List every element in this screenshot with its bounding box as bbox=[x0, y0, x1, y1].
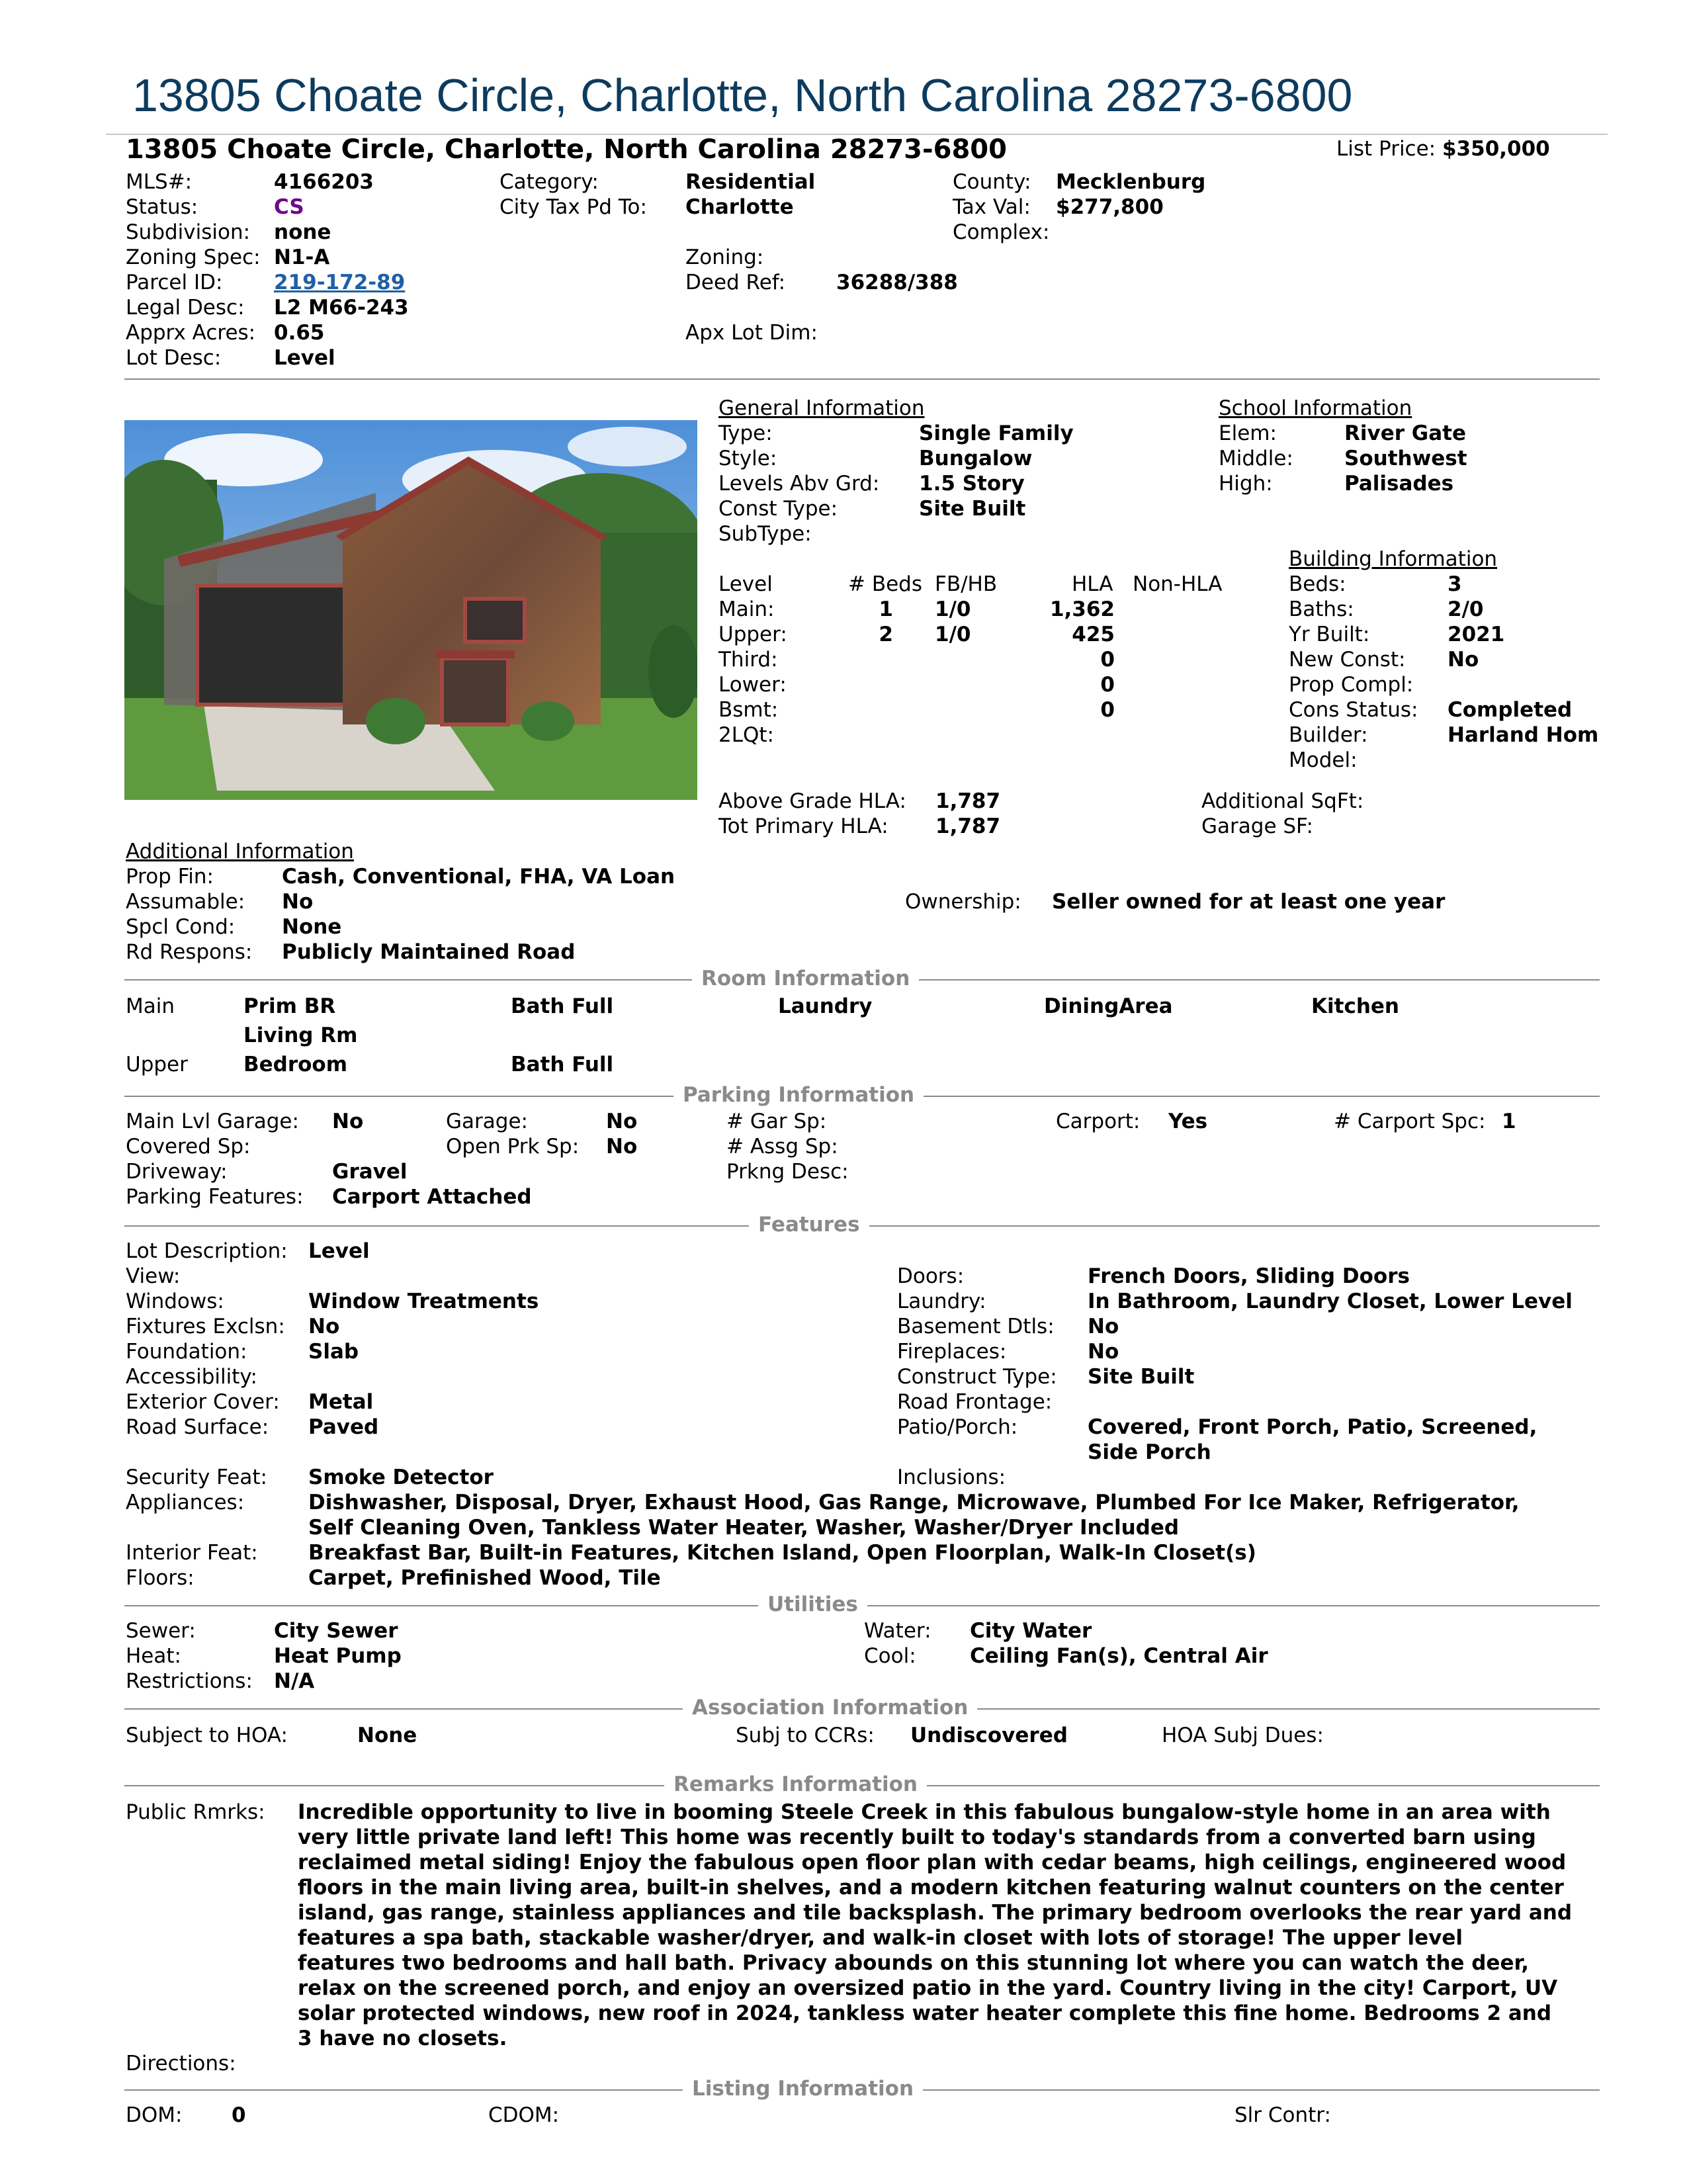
laundry-label: Laundry: bbox=[897, 1289, 986, 1313]
row-hla: 0 bbox=[1100, 698, 1115, 722]
row-hla: 425 bbox=[1072, 623, 1115, 646]
carport-spc-label: # Carport Spc: bbox=[1334, 1110, 1486, 1133]
remarks-line: Incredible opportunity to live in booming Steele Creek in this fabulous bungalow-style home in an area with bbox=[298, 1800, 1551, 1824]
assumable-value: No bbox=[282, 890, 314, 914]
remarks-line: features two bedrooms and hall bath. Privacy abounds on this stunning lot where you can watch the deer, bbox=[298, 1951, 1529, 1975]
above-grade-label: Above Grade HLA: bbox=[718, 789, 906, 813]
doors-label: Doors: bbox=[897, 1264, 965, 1288]
status-value: CS bbox=[274, 195, 304, 219]
above-grade-value: 1,787 bbox=[935, 789, 1001, 813]
tax-val-value: $277,800 bbox=[1056, 195, 1164, 219]
listing-heading: Listing Information bbox=[683, 2076, 923, 2101]
tot-primary-value: 1,787 bbox=[935, 814, 1001, 838]
new-const-label: New Const: bbox=[1289, 648, 1406, 672]
yr-built-label: Yr Built: bbox=[1289, 623, 1370, 646]
zoning-label: Zoning: bbox=[685, 245, 764, 269]
ccr-label: Subj to CCRs: bbox=[736, 1724, 875, 1747]
cool-label: Cool: bbox=[864, 1644, 916, 1668]
features-heading: Features bbox=[749, 1212, 869, 1237]
lot-description-label: Lot Description: bbox=[126, 1239, 288, 1263]
type-label: Type: bbox=[718, 421, 773, 445]
dom-label: DOM: bbox=[126, 2103, 183, 2127]
baths-label: Baths: bbox=[1289, 597, 1354, 621]
room-item: Bath Full bbox=[511, 1053, 614, 1076]
style-label: Style: bbox=[718, 447, 777, 470]
acres-value: 0.65 bbox=[274, 321, 325, 345]
covered-sp-label: Covered Sp: bbox=[126, 1135, 251, 1158]
fireplaces-value: No bbox=[1088, 1340, 1119, 1364]
accessibility-label: Accessibility: bbox=[126, 1365, 257, 1389]
carport-spc-value: 1 bbox=[1502, 1110, 1516, 1133]
zoning-spec-label: Zoning Spec: bbox=[126, 245, 261, 269]
foundation-value: Slab bbox=[308, 1340, 359, 1364]
remarks-line: solar protected windows, new roof in 2024, tankless water heater complete this fine home. Bedrooms 2 and bbox=[298, 2001, 1552, 2025]
mls-label: MLS#: bbox=[126, 170, 193, 194]
add-sqft-label: Additional SqFt: bbox=[1201, 789, 1364, 813]
elem-label: Elem: bbox=[1219, 421, 1277, 445]
patio-value-cont: Side Porch bbox=[1088, 1440, 1211, 1464]
acres-label: Apprx Acres: bbox=[126, 321, 256, 345]
lot-dim-label: Apx Lot Dim: bbox=[685, 321, 818, 345]
restrictions-label: Restrictions: bbox=[126, 1669, 253, 1693]
fireplaces-label: Fireplaces: bbox=[897, 1340, 1007, 1364]
const-type-value: Site Built bbox=[919, 497, 1026, 521]
summary-divider bbox=[124, 378, 1600, 380]
sewer-label: Sewer: bbox=[126, 1619, 196, 1643]
category-value: Residential bbox=[685, 170, 816, 194]
type-value: Single Family bbox=[919, 421, 1074, 445]
subtype-label: SubType: bbox=[718, 522, 812, 546]
county-value: Mecklenburg bbox=[1056, 170, 1206, 194]
status-label: Status: bbox=[126, 195, 198, 219]
deed-ref-label: Deed Ref: bbox=[685, 271, 786, 294]
remarks-line: relax on the screened porch, and enjoy an oversized patio in the yard. Country living in the city! Carport, UV bbox=[298, 1976, 1558, 2000]
dom-value: 0 bbox=[232, 2103, 246, 2127]
ownership-value: Seller owned for at least one year bbox=[1052, 890, 1446, 914]
heat-value: Heat Pump bbox=[274, 1644, 402, 1668]
remarks-line: floors in the main living area, built-in shelves, and a modern kitchen featuring walnut counters on the center bbox=[298, 1876, 1564, 1900]
room-item: Kitchen bbox=[1311, 994, 1400, 1018]
lot-desc-value: Level bbox=[274, 346, 335, 370]
hoa-dues-label: HOA Subj Dues: bbox=[1162, 1724, 1324, 1747]
lot-desc-label: Lot Desc: bbox=[126, 346, 222, 370]
rooms-main-label: Main bbox=[126, 994, 175, 1018]
construct-type-value: Site Built bbox=[1088, 1365, 1195, 1389]
rd-respons-value: Publicly Maintained Road bbox=[282, 940, 576, 964]
main-lvl-garage-value: No bbox=[332, 1110, 364, 1133]
fixtures-value: No bbox=[308, 1315, 340, 1338]
garage-label: Garage: bbox=[446, 1110, 528, 1133]
row-level: Upper: bbox=[718, 623, 787, 646]
windows-label: Windows: bbox=[126, 1289, 224, 1313]
subdivision-label: Subdivision: bbox=[126, 220, 251, 244]
zoning-spec-value: N1-A bbox=[274, 245, 330, 269]
row-level: Lower: bbox=[718, 673, 787, 697]
remarks-line: reclaimed metal siding! Enjoy the fabulous open floor plan with cedar beams, high ceilings, engineered wood bbox=[298, 1851, 1567, 1874]
mls-value: 4166203 bbox=[274, 170, 374, 194]
rooms-heading: Room Information bbox=[692, 966, 919, 991]
building-info-heading: Building Information bbox=[1289, 547, 1498, 571]
ccr-value: Undiscovered bbox=[910, 1724, 1068, 1747]
style-value: Bungalow bbox=[919, 447, 1033, 470]
col-level-header: Level bbox=[718, 572, 773, 596]
directions-label: Directions: bbox=[126, 2052, 236, 2075]
carport-label: Carport: bbox=[1056, 1110, 1141, 1133]
spcl-cond-label: Spcl Cond: bbox=[126, 915, 236, 939]
row-beds: 2 bbox=[879, 623, 893, 646]
complex-label: Complex: bbox=[953, 220, 1050, 244]
doors-value: French Doors, Sliding Doors bbox=[1088, 1264, 1410, 1288]
road-frontage-label: Road Frontage: bbox=[897, 1390, 1053, 1414]
parking-heading: Parking Information bbox=[673, 1082, 924, 1108]
road-surface-value: Paved bbox=[308, 1415, 379, 1439]
restrictions-value: N/A bbox=[274, 1669, 315, 1693]
row-beds: 1 bbox=[879, 597, 893, 621]
listing-address: 13805 Choate Circle, Charlotte, North Carolina 28273-6800 bbox=[126, 134, 1007, 165]
fixtures-label: Fixtures Exclsn: bbox=[126, 1315, 285, 1338]
row-level: 2LQt: bbox=[718, 723, 774, 747]
additional-info-heading: Additional Information bbox=[126, 840, 354, 863]
school-info-heading: School Information bbox=[1219, 396, 1412, 420]
prop-compl-label: Prop Compl: bbox=[1289, 673, 1414, 697]
assg-sp-label: # Assg Sp: bbox=[726, 1135, 838, 1158]
open-prk-value: No bbox=[606, 1135, 638, 1158]
room-item: Bath Full bbox=[511, 994, 614, 1018]
remarks-line: very little private land left! This home was recently built to today's standards from a converted barn using bbox=[298, 1825, 1536, 1849]
ownership-label: Ownership: bbox=[905, 890, 1021, 914]
tot-primary-label: Tot Primary HLA: bbox=[718, 814, 888, 838]
beds-value: 3 bbox=[1448, 572, 1462, 596]
cons-status-label: Cons Status: bbox=[1289, 698, 1418, 722]
subdivision-value: none bbox=[274, 220, 331, 244]
remarks-line: island, gas range, stainless appliances and tile backsplash. The primary bedroom overlooks the rear yard and bbox=[298, 1901, 1573, 1925]
house-photo-illustration bbox=[124, 420, 697, 800]
model-label: Model: bbox=[1289, 748, 1358, 772]
hoa-label: Subject to HOA: bbox=[126, 1724, 288, 1747]
list-price-value: $350,000 bbox=[1442, 137, 1550, 161]
room-item: Prim BR bbox=[243, 994, 336, 1018]
rooms-upper-label: Upper bbox=[126, 1053, 188, 1076]
laundry-value: In Bathroom, Laundry Closet, Lower Level bbox=[1088, 1289, 1573, 1313]
prop-fin-value: Cash, Conventional, FHA, VA Loan bbox=[282, 865, 675, 889]
builder-label: Builder: bbox=[1289, 723, 1368, 747]
city-tax-value: Charlotte bbox=[685, 195, 794, 219]
list-price-label: List Price: bbox=[1336, 137, 1436, 161]
remarks-line: 3 have no closets. bbox=[298, 2027, 507, 2050]
row-level: Third: bbox=[718, 648, 778, 672]
security-value: Smoke Detector bbox=[308, 1465, 494, 1489]
row-level: Main: bbox=[718, 597, 775, 621]
open-prk-label: Open Prk Sp: bbox=[446, 1135, 580, 1158]
remarks-heading: Remarks Information bbox=[664, 1772, 927, 1797]
col-fbhb-header: FB/HB bbox=[935, 572, 998, 596]
prop-fin-label: Prop Fin: bbox=[126, 865, 214, 889]
remarks-line: features a spa bath, stackable washer/dryer, and walk-in closet with lots of storage! The upper level bbox=[298, 1926, 1463, 1950]
col-beds-header: # Beds bbox=[848, 572, 922, 596]
list-price bbox=[1336, 136, 1550, 161]
county-label: County: bbox=[953, 170, 1031, 194]
parking-features-value: Carport Attached bbox=[332, 1185, 532, 1209]
lot-description-value: Level bbox=[308, 1239, 370, 1263]
water-label: Water: bbox=[864, 1619, 931, 1643]
row-hla: 1,362 bbox=[1049, 597, 1115, 621]
driveway-label: Driveway: bbox=[126, 1160, 228, 1184]
garage-sf-label: Garage SF: bbox=[1201, 814, 1313, 838]
windows-value: Window Treatments bbox=[308, 1289, 539, 1313]
appliances-label: Appliances: bbox=[126, 1491, 245, 1514]
middle-value: Southwest bbox=[1344, 447, 1467, 470]
water-value: City Water bbox=[970, 1619, 1092, 1643]
room-item: DiningArea bbox=[1044, 994, 1173, 1018]
yr-built-value: 2021 bbox=[1448, 623, 1505, 646]
col-nonhla-header: Non-HLA bbox=[1133, 572, 1223, 596]
row-hla: 0 bbox=[1100, 673, 1115, 697]
legal-desc-label: Legal Desc: bbox=[126, 296, 245, 320]
floors-label: Floors: bbox=[126, 1566, 195, 1590]
beds-label: Beds: bbox=[1289, 572, 1346, 596]
interior-label: Interior Feat: bbox=[126, 1541, 258, 1565]
city-tax-label: City Tax Pd To: bbox=[499, 195, 647, 219]
public-remarks-label: Public Rmrks: bbox=[126, 1800, 265, 1824]
elem-value: River Gate bbox=[1344, 421, 1467, 445]
parking-features-label: Parking Features: bbox=[126, 1185, 304, 1209]
page-title: 13805 Choate Circle, Charlotte, North Carolina 28273-6800 bbox=[132, 69, 1353, 121]
col-hla-header: HLA bbox=[1072, 572, 1113, 596]
category-label: Category: bbox=[499, 170, 599, 194]
prkng-desc-label: Prkng Desc: bbox=[726, 1160, 849, 1184]
legal-desc-value: L2 M66-243 bbox=[274, 296, 409, 320]
baths-value: 2/0 bbox=[1448, 597, 1484, 621]
sewer-value: City Sewer bbox=[274, 1619, 398, 1643]
middle-label: Middle: bbox=[1219, 447, 1293, 470]
deed-ref-value: 36288/388 bbox=[836, 271, 958, 294]
main-lvl-garage-label: Main Lvl Garage: bbox=[126, 1110, 299, 1133]
exterior-cover-value: Metal bbox=[308, 1390, 374, 1414]
high-label: High: bbox=[1219, 472, 1273, 496]
basement-value: No bbox=[1088, 1315, 1119, 1338]
new-const-value: No bbox=[1448, 648, 1479, 672]
basement-label: Basement Dtls: bbox=[897, 1315, 1055, 1338]
foundation-label: Foundation: bbox=[126, 1340, 247, 1364]
property-photo bbox=[124, 420, 697, 800]
row-hla: 0 bbox=[1100, 648, 1115, 672]
appliances-value-cont: Self Cleaning Oven, Tankless Water Heater, Washer, Washer/Dryer Included bbox=[308, 1516, 1180, 1540]
view-label: View: bbox=[126, 1264, 181, 1288]
tax-val-label: Tax Val: bbox=[953, 195, 1031, 219]
gar-sp-label: # Gar Sp: bbox=[726, 1110, 827, 1133]
patio-label: Patio/Porch: bbox=[897, 1415, 1018, 1439]
carport-value: Yes bbox=[1168, 1110, 1208, 1133]
high-value: Palisades bbox=[1344, 472, 1454, 496]
row-level: Bsmt: bbox=[718, 698, 779, 722]
levels-value: 1.5 Story bbox=[919, 472, 1025, 496]
road-surface-label: Road Surface: bbox=[126, 1415, 269, 1439]
cdom-label: CDOM: bbox=[488, 2103, 560, 2127]
spcl-cond-value: None bbox=[282, 915, 342, 939]
security-label: Security Feat: bbox=[126, 1465, 267, 1489]
garage-value: No bbox=[606, 1110, 638, 1133]
floors-value: Carpet, Prefinished Wood, Tile bbox=[308, 1566, 661, 1590]
rd-respons-label: Rd Respons: bbox=[126, 940, 253, 964]
utilities-heading: Utilities bbox=[758, 1592, 867, 1617]
parcel-label: Parcel ID: bbox=[126, 271, 223, 294]
slr-contr-label: Slr Contr: bbox=[1234, 2103, 1331, 2127]
interior-value: Breakfast Bar, Built-in Features, Kitchen Island, Open Floorplan, Walk-In Closet(s) bbox=[308, 1541, 1256, 1565]
cons-status-value: Completed bbox=[1448, 698, 1573, 722]
construct-type-label: Construct Type: bbox=[897, 1365, 1057, 1389]
assumable-label: Assumable: bbox=[126, 890, 245, 914]
cool-value: Ceiling Fan(s), Central Air bbox=[970, 1644, 1268, 1668]
builder-value: Harland Hom bbox=[1448, 723, 1599, 747]
general-info-heading: General Information bbox=[718, 396, 925, 420]
const-type-label: Const Type: bbox=[718, 497, 838, 521]
patio-value: Covered, Front Porch, Patio, Screened, bbox=[1088, 1415, 1537, 1439]
appliances-value: Dishwasher, Disposal, Dryer, Exhaust Hood, Gas Range, Microwave, Plumbed For Ice Maker, Refrigerator, bbox=[308, 1491, 1520, 1514]
room-item: Bedroom bbox=[243, 1053, 348, 1076]
association-heading: Association Information bbox=[683, 1695, 977, 1720]
exterior-cover-label: Exterior Cover: bbox=[126, 1390, 280, 1414]
levels-label: Levels Abv Grd: bbox=[718, 472, 880, 496]
parcel-id-link[interactable]: 219-172-89 bbox=[274, 271, 406, 294]
room-item: Living Rm bbox=[243, 1024, 358, 1047]
row-fbhb: 1/0 bbox=[935, 623, 971, 646]
row-fbhb: 1/0 bbox=[935, 597, 971, 621]
hoa-value: None bbox=[357, 1724, 417, 1747]
room-item: Laundry bbox=[778, 994, 873, 1018]
heat-label: Heat: bbox=[126, 1644, 181, 1668]
driveway-value: Gravel bbox=[332, 1160, 408, 1184]
inclusions-label: Inclusions: bbox=[897, 1465, 1006, 1489]
